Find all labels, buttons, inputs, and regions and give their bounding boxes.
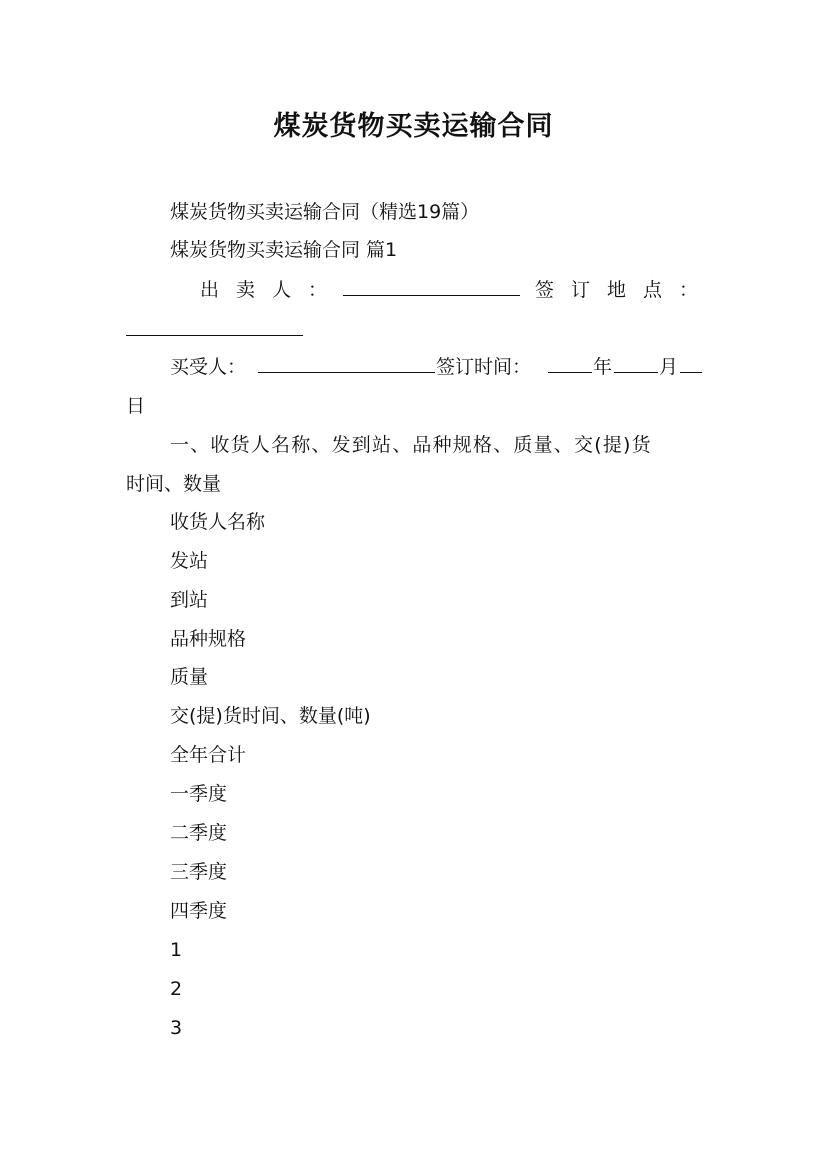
place-label: 签订地点： xyxy=(535,279,716,301)
chapter-heading: 煤炭货物买卖运输合同 篇1 xyxy=(170,239,398,261)
buyer-label: 买受人： xyxy=(170,356,247,378)
list-item: 交(提)货时间、数量(吨) xyxy=(170,705,371,727)
list-item: 1 xyxy=(170,939,183,961)
section1-heading-line2: 时间、数量 xyxy=(126,473,222,495)
month-label: 月 xyxy=(659,356,679,378)
seller-blank xyxy=(343,278,520,296)
list-item: 收货人名称 xyxy=(170,511,266,533)
list-item: 品种规格 xyxy=(170,628,247,650)
day-label: 日 xyxy=(126,395,146,417)
list-item: 全年合计 xyxy=(170,744,247,766)
document-title: 煤炭货物买卖运输合同 xyxy=(273,111,554,142)
section1-heading-line1: 一、收货人名称、发到站、品种规格、质量、交(提)货 xyxy=(170,434,652,456)
month-blank xyxy=(614,355,658,373)
day-blank xyxy=(680,355,702,373)
buyer-blank xyxy=(258,355,435,373)
year-blank xyxy=(548,355,592,373)
list-item: 四季度 xyxy=(170,900,228,922)
year-label: 年 xyxy=(593,356,613,378)
list-item: 2 xyxy=(170,978,183,1000)
list-item: 质量 xyxy=(170,666,209,688)
list-item: 一季度 xyxy=(170,783,228,805)
seller-label: 出卖人： xyxy=(200,279,345,301)
list-item: 三季度 xyxy=(170,861,228,883)
list-item: 发站 xyxy=(170,550,209,572)
document-subtitle: 煤炭货物买卖运输合同（精选19篇） xyxy=(170,201,480,223)
list-item: 3 xyxy=(170,1017,183,1039)
list-item: 二季度 xyxy=(170,822,228,844)
list-item: 到站 xyxy=(170,589,209,611)
place-blank xyxy=(126,318,303,336)
time-label: 签订时间： xyxy=(436,356,532,378)
